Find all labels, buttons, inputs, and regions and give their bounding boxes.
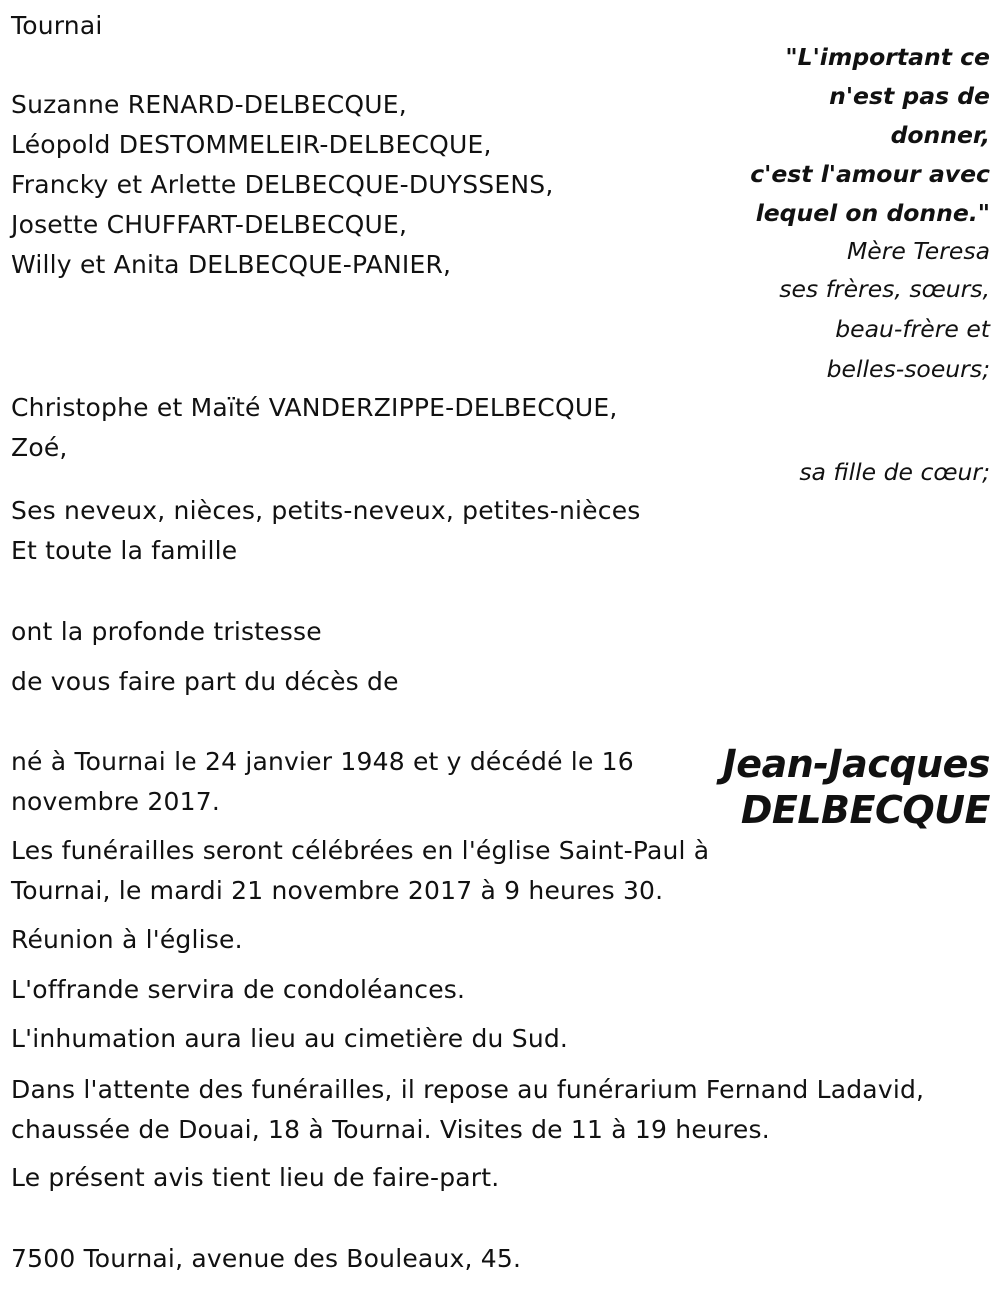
quote-line: n'est pas de [829,82,990,110]
daughter-entry: Zoé, [11,433,68,462]
location-header: Tournai [11,11,103,40]
repose-info [11,1070,924,1150]
deceased-name [723,741,990,833]
announcement-line: ont la profonde tristesse [11,617,322,646]
extended-family-line: Ses neveux, nièces, petits-neveux, petites-nièces [11,496,641,525]
birth-death-info [11,742,634,822]
siblings-list [11,85,554,285]
address: 7500 Tournai, avenue des Bouleaux, 45. [11,1244,522,1273]
extended-family [11,491,641,571]
sibling-entry: Léopold DESTOMMELEIR-DELBECQUE, [11,130,492,159]
siblings-role-line: beau-frère et [835,315,990,343]
funeral-line: Tournai, le mardi 21 novembre 2017 à 9 heures 30. [11,876,664,905]
offering-info: L'offrande servira de condoléances. [11,975,466,1004]
announcement-line: de vous faire part du décès de [11,667,399,696]
funeral-line: Les funérailles seront célébrées en l'église Saint-Paul à [11,836,710,865]
quote-author: Mère Teresa [847,237,990,265]
quote [750,38,990,233]
deceased-last-name: DELBECQUE [740,788,990,832]
repose-line: chaussée de Douai, 18 à Tournai. Visites de 11 à 19 heures. [11,1115,770,1144]
deceased-first-name: Jean-Jacques [722,742,990,786]
sibling-entry: Suzanne RENARD-DELBECQUE, [11,90,407,119]
sibling-entry: Josette CHUFFART-DELBECQUE, [11,210,408,239]
birth-death-line: né à Tournai le 24 janvier 1948 et y décédé le 16 [11,747,634,776]
repose-line: Dans l'attente des funérailles, il repose au funérarium Fernand Ladavid, [11,1075,925,1104]
siblings-role-line: belles-soeurs; [826,355,990,383]
quote-line: donner, [890,121,990,149]
daughter-role: sa fille de cœur; [799,458,990,486]
birth-death-line: novembre 2017. [11,787,220,816]
burial-info: L'inhumation aura lieu au cimetière du Sud. [11,1024,569,1053]
quote-line: c'est l'amour avec [750,160,990,188]
meeting-info: Réunion à l'église. [11,925,243,954]
extended-family-line: Et toute la famille [11,536,238,565]
daughter-names [11,388,617,468]
siblings-role-line: ses frères, sœurs, [779,275,990,303]
sibling-entry: Francky et Arlette DELBECQUE-DUYSSENS, [11,170,554,199]
quote-line: "L'important ce [785,43,990,71]
daughter-entry: Christophe et Maïté VANDERZIPPE-DELBECQUE, [11,393,618,422]
sibling-entry: Willy et Anita DELBECQUE-PANIER, [11,250,452,279]
notice-info: Le présent avis tient lieu de faire-part. [11,1163,500,1192]
funeral-info [11,831,709,911]
quote-line: lequel on donne." [755,199,990,227]
siblings-role [779,269,990,389]
